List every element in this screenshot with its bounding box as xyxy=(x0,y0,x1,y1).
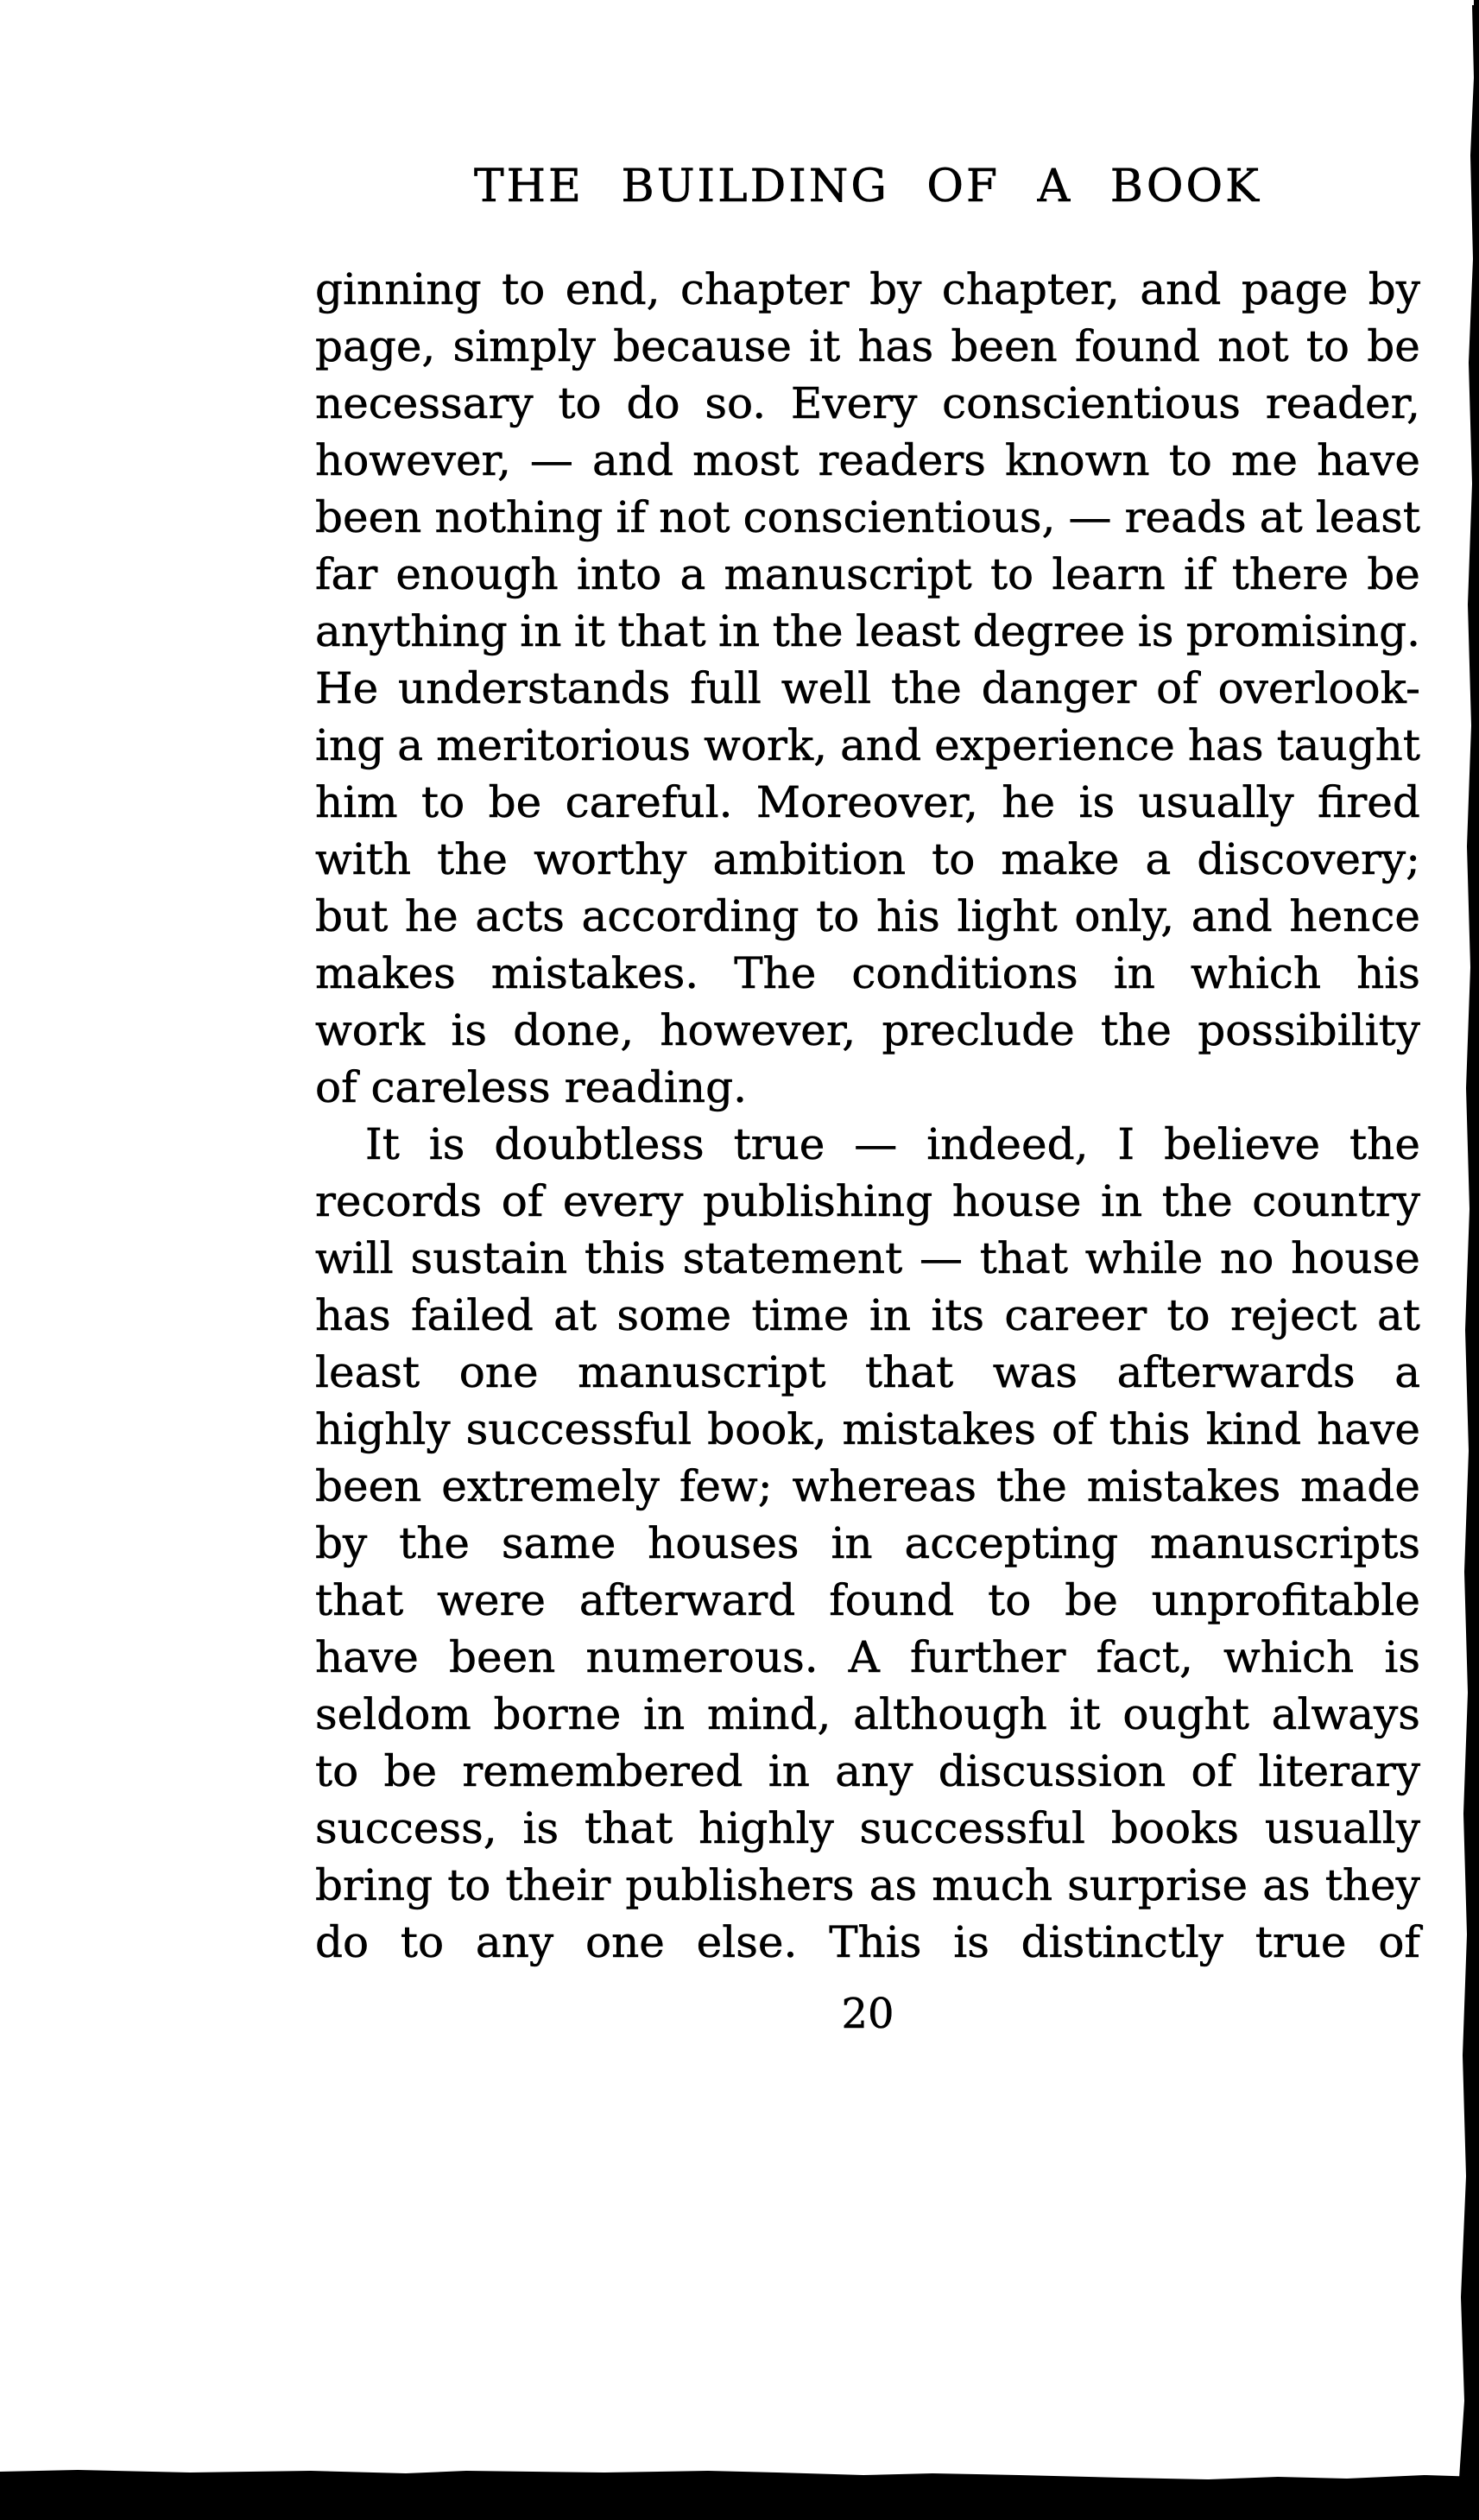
text-line: of careless reading. xyxy=(315,1062,747,1112)
text-line xyxy=(315,1572,1420,1629)
word: publishing xyxy=(702,1176,933,1226)
word: The xyxy=(734,948,817,998)
word: ginning xyxy=(315,264,482,314)
word: of xyxy=(501,1176,544,1226)
word: indeed, xyxy=(926,1119,1089,1169)
word: do xyxy=(626,378,680,428)
word: nothing xyxy=(434,492,604,542)
word: page, xyxy=(315,321,436,371)
word: distinctly xyxy=(1021,1917,1223,1967)
word: country xyxy=(1252,1176,1420,1226)
word: was xyxy=(992,1347,1078,1397)
word: time xyxy=(751,1290,850,1340)
word: remembered xyxy=(462,1746,743,1796)
word: conscientious xyxy=(942,378,1241,428)
word: by xyxy=(315,1518,368,1568)
word: and xyxy=(592,435,674,485)
running-head: THE BUILDING OF A BOOK xyxy=(473,161,1262,212)
word: some xyxy=(616,1290,732,1340)
word: work xyxy=(315,1005,426,1055)
word: but xyxy=(315,891,389,941)
word: a xyxy=(1394,1347,1420,1397)
word: simply xyxy=(452,321,596,371)
word: conditions xyxy=(851,948,1078,998)
word: Moreover, xyxy=(755,777,978,827)
word: possibility xyxy=(1198,1005,1420,1055)
word: will xyxy=(315,1233,394,1283)
word: successful xyxy=(465,1404,692,1454)
word: — xyxy=(529,435,573,485)
word: houses xyxy=(648,1518,800,1568)
word: with xyxy=(315,834,412,884)
word: usually xyxy=(1138,777,1294,827)
word: that xyxy=(585,1803,673,1853)
word: any xyxy=(835,1746,913,1796)
text-line xyxy=(315,546,1420,603)
word: in xyxy=(718,606,761,656)
word: the xyxy=(399,1518,470,1568)
word: the xyxy=(772,606,844,656)
word: done, xyxy=(513,1005,635,1055)
word: found xyxy=(1074,321,1200,371)
word: made xyxy=(1300,1461,1420,1511)
word: overlook- xyxy=(1217,663,1420,713)
word: his xyxy=(875,891,940,941)
text-line xyxy=(315,1458,1420,1515)
word: mistakes xyxy=(842,1404,1037,1454)
word: most xyxy=(692,435,800,485)
word: to xyxy=(932,834,976,884)
word: that xyxy=(617,606,706,656)
word: and xyxy=(1140,264,1222,314)
text-line xyxy=(315,1743,1420,1800)
word: in xyxy=(520,606,562,656)
word: This xyxy=(829,1917,922,1967)
word: book, xyxy=(707,1404,827,1454)
text-line xyxy=(315,1401,1420,1458)
word: extremely xyxy=(441,1461,660,1511)
word: kind xyxy=(1205,1404,1302,1454)
word: no xyxy=(1220,1233,1274,1283)
word: usually xyxy=(1264,1803,1420,1853)
word: least xyxy=(855,606,961,656)
word: is xyxy=(1384,1632,1420,1682)
word: full xyxy=(690,663,762,713)
word: reads xyxy=(1124,492,1247,542)
word: so. xyxy=(705,378,767,428)
word: this xyxy=(584,1233,666,1283)
word: numerous. xyxy=(585,1632,819,1682)
word: — xyxy=(1068,492,1112,542)
word: is xyxy=(428,1119,465,1169)
word: work, xyxy=(704,720,828,770)
word: have xyxy=(1317,1404,1420,1454)
word: end, xyxy=(565,264,660,314)
word: anything xyxy=(315,606,508,656)
word: to xyxy=(421,777,465,827)
word: at xyxy=(1376,1290,1420,1340)
word: been xyxy=(951,321,1058,371)
word: He xyxy=(315,663,379,713)
word: of xyxy=(1191,1746,1234,1796)
word: a xyxy=(679,549,706,599)
text-line xyxy=(315,1914,1420,1971)
word: the xyxy=(1161,1176,1233,1226)
word: same xyxy=(501,1518,616,1568)
word: at xyxy=(1259,492,1303,542)
word: I xyxy=(1117,1119,1135,1169)
text-line xyxy=(315,318,1420,375)
word: that xyxy=(864,1347,954,1397)
word: borne xyxy=(493,1689,622,1739)
text-line xyxy=(315,432,1420,489)
word: to xyxy=(816,891,860,941)
word: makes xyxy=(315,948,456,998)
text-line xyxy=(315,1629,1420,1686)
word: few; xyxy=(679,1461,773,1511)
word: that xyxy=(315,1575,404,1625)
word: in xyxy=(643,1689,686,1739)
word: according xyxy=(581,891,800,941)
word: has xyxy=(1187,720,1264,770)
word: bring xyxy=(315,1860,433,1910)
word: acts xyxy=(475,891,565,941)
word: it xyxy=(1069,1689,1101,1739)
word: ing xyxy=(315,720,385,770)
word: however, xyxy=(660,1005,856,1055)
word: afterward xyxy=(578,1575,796,1625)
word: to xyxy=(1305,321,1350,371)
word: doubtless xyxy=(494,1119,705,1169)
text-line xyxy=(315,1287,1420,1344)
word: in xyxy=(1113,948,1155,998)
word: much xyxy=(932,1860,1053,1910)
page-number: 20 xyxy=(841,1990,894,2038)
word: is xyxy=(451,1005,488,1055)
word: highly xyxy=(315,1404,451,1454)
word: careful. xyxy=(565,777,733,827)
word: at xyxy=(553,1290,597,1340)
word: however, xyxy=(315,435,511,485)
text-line xyxy=(315,1515,1420,1572)
text-block xyxy=(315,261,1420,1971)
word: career xyxy=(1004,1290,1147,1340)
word: sustain xyxy=(410,1233,568,1283)
word: chapter xyxy=(679,264,850,314)
text-line xyxy=(315,1857,1420,1914)
word: and xyxy=(1191,891,1273,941)
word: manuscript xyxy=(578,1347,826,1397)
word: ambition xyxy=(712,834,907,884)
word: seldom xyxy=(315,1689,471,1739)
word: house xyxy=(1291,1233,1420,1283)
word: every xyxy=(562,1176,684,1226)
word: known xyxy=(1005,435,1150,485)
word: records xyxy=(315,1176,483,1226)
word: preclude xyxy=(882,1005,1075,1055)
word: to xyxy=(988,1575,1032,1625)
word: the xyxy=(891,663,962,713)
word: any xyxy=(475,1917,554,1967)
word: the xyxy=(437,834,509,884)
word: light xyxy=(957,891,1058,941)
text-line xyxy=(315,831,1420,888)
word: been xyxy=(315,1461,422,1511)
word: manuscripts xyxy=(1150,1518,1420,1568)
word: is xyxy=(953,1917,989,1967)
word: as xyxy=(869,1860,918,1910)
word: be xyxy=(488,777,542,827)
word: in xyxy=(1101,1176,1143,1226)
word: success, xyxy=(315,1803,497,1853)
word: true xyxy=(733,1119,825,1169)
word: fired xyxy=(1318,777,1420,827)
word: in xyxy=(768,1746,810,1796)
word: fact, xyxy=(1096,1632,1193,1682)
word: has xyxy=(315,1290,391,1340)
word: and xyxy=(840,720,922,770)
word: as xyxy=(1262,1860,1311,1910)
word: readers xyxy=(818,435,986,485)
word: be xyxy=(383,1746,438,1796)
word: statement xyxy=(682,1233,903,1283)
word: further xyxy=(910,1632,1066,1682)
word: hence xyxy=(1289,891,1420,941)
word: into xyxy=(576,549,662,599)
word: if xyxy=(616,492,646,542)
word: books xyxy=(1110,1803,1240,1853)
word: reject xyxy=(1229,1290,1357,1340)
word: promising. xyxy=(1185,606,1420,656)
word: true xyxy=(1255,1917,1347,1967)
word: although xyxy=(853,1689,1047,1739)
word: has xyxy=(857,321,934,371)
word: their xyxy=(505,1860,611,1910)
word: A xyxy=(848,1632,880,1682)
word: reader, xyxy=(1265,378,1420,428)
text-line xyxy=(315,1344,1420,1401)
word: it xyxy=(573,606,605,656)
word: — xyxy=(854,1119,898,1169)
word: by xyxy=(869,264,922,314)
word: if xyxy=(1184,549,1214,599)
word: accepting xyxy=(904,1518,1119,1568)
word: — xyxy=(919,1233,963,1283)
word: mistakes. xyxy=(490,948,699,998)
text-line xyxy=(315,261,1420,318)
word: a xyxy=(397,720,424,770)
word: else. xyxy=(696,1917,798,1967)
word: while xyxy=(1084,1233,1204,1283)
word: that xyxy=(979,1233,1068,1283)
word: only, xyxy=(1074,891,1175,941)
word: to xyxy=(502,264,546,314)
word: chapter, xyxy=(941,264,1120,314)
word: make xyxy=(1001,834,1120,884)
word: unprofitable xyxy=(1151,1575,1420,1625)
word: not xyxy=(659,492,730,542)
text-line xyxy=(315,888,1420,945)
text-line xyxy=(315,1230,1420,1287)
word: be xyxy=(1065,1575,1118,1625)
word: understands xyxy=(398,663,671,713)
word: be xyxy=(1367,321,1420,371)
word: the xyxy=(1349,1119,1420,1169)
text-line xyxy=(315,603,1420,660)
text-line xyxy=(315,717,1420,774)
scan-edge-bottom-artifact xyxy=(0,2466,1479,2520)
word: whereas xyxy=(792,1461,977,1511)
word: one xyxy=(458,1347,539,1397)
word: of xyxy=(1156,663,1198,713)
word: of xyxy=(1052,1404,1094,1454)
word: to xyxy=(989,549,1034,599)
word: him xyxy=(315,777,398,827)
word: worthy xyxy=(534,834,687,884)
word: been xyxy=(448,1632,556,1682)
word: they xyxy=(1324,1860,1420,1910)
word: page xyxy=(1241,264,1349,314)
word: have xyxy=(1317,435,1420,485)
word: mistakes xyxy=(1086,1461,1281,1511)
word: its xyxy=(931,1290,985,1340)
word: house xyxy=(951,1176,1082,1226)
text-line xyxy=(315,660,1420,717)
word: mind, xyxy=(706,1689,831,1739)
word: manuscript xyxy=(724,549,972,599)
scan-edge-right-artifact xyxy=(1453,0,1479,2520)
word: necessary xyxy=(315,378,534,428)
word: been xyxy=(315,492,422,542)
word: to xyxy=(558,378,602,428)
word: the xyxy=(1101,1005,1172,1055)
word: learn xyxy=(1052,549,1166,599)
word: to xyxy=(447,1860,491,1910)
word: of xyxy=(1378,1917,1420,1967)
word: by xyxy=(1368,264,1420,314)
word: surprise xyxy=(1067,1860,1248,1910)
word: is xyxy=(1078,777,1116,827)
word: have xyxy=(315,1632,419,1682)
word: discovery; xyxy=(1197,834,1420,884)
text-line xyxy=(315,1173,1420,1230)
word: in xyxy=(831,1518,873,1568)
word: me xyxy=(1230,435,1298,485)
word: literary xyxy=(1258,1746,1420,1796)
word: degree xyxy=(972,606,1126,656)
text-line xyxy=(315,375,1420,432)
word: is xyxy=(522,1803,559,1853)
word: because xyxy=(613,321,792,371)
word: well xyxy=(781,663,872,713)
word: were xyxy=(437,1575,546,1625)
text-line xyxy=(315,1686,1420,1743)
word: far xyxy=(315,549,378,599)
word: it xyxy=(809,321,841,371)
word: to xyxy=(315,1746,359,1796)
word: he xyxy=(404,891,458,941)
word: his xyxy=(1356,948,1420,998)
word: always xyxy=(1271,1689,1420,1739)
word: be xyxy=(1367,549,1420,599)
word: least xyxy=(315,1347,420,1397)
text-line xyxy=(315,489,1420,546)
word: afterwards xyxy=(1116,1347,1356,1397)
text-line xyxy=(315,1800,1420,1857)
word: this xyxy=(1109,1404,1191,1454)
text-line xyxy=(315,1116,1420,1173)
word: failed xyxy=(410,1290,534,1340)
word: one xyxy=(585,1917,665,1967)
text-line xyxy=(315,1002,1420,1059)
word: taught xyxy=(1276,720,1420,770)
word: to xyxy=(400,1917,445,1967)
text-line xyxy=(315,945,1420,1002)
word: Every xyxy=(790,378,918,428)
word: not xyxy=(1217,321,1289,371)
word: there xyxy=(1231,549,1349,599)
word: to xyxy=(1168,435,1212,485)
text-line xyxy=(315,774,1420,831)
word: a xyxy=(1145,834,1172,884)
word: which xyxy=(1190,948,1322,998)
word: successful xyxy=(859,1803,1086,1853)
word: publishers xyxy=(625,1860,855,1910)
word: meritorious xyxy=(436,720,692,770)
word: is xyxy=(1137,606,1174,656)
word: least xyxy=(1315,492,1420,542)
word: danger xyxy=(981,663,1137,713)
word: he xyxy=(1002,777,1056,827)
word: highly xyxy=(698,1803,834,1853)
word: found xyxy=(829,1575,955,1625)
word: which xyxy=(1223,1632,1355,1682)
word: do xyxy=(315,1917,370,1967)
word: enough xyxy=(395,549,559,599)
word: in xyxy=(869,1290,912,1340)
word: the xyxy=(995,1461,1067,1511)
word: experience xyxy=(934,720,1175,770)
word: believe xyxy=(1164,1119,1321,1169)
word: conscientious, xyxy=(743,492,1056,542)
word: to xyxy=(1166,1290,1210,1340)
word: ought xyxy=(1122,1689,1249,1739)
word: It xyxy=(365,1119,400,1169)
word: discussion xyxy=(938,1746,1166,1796)
